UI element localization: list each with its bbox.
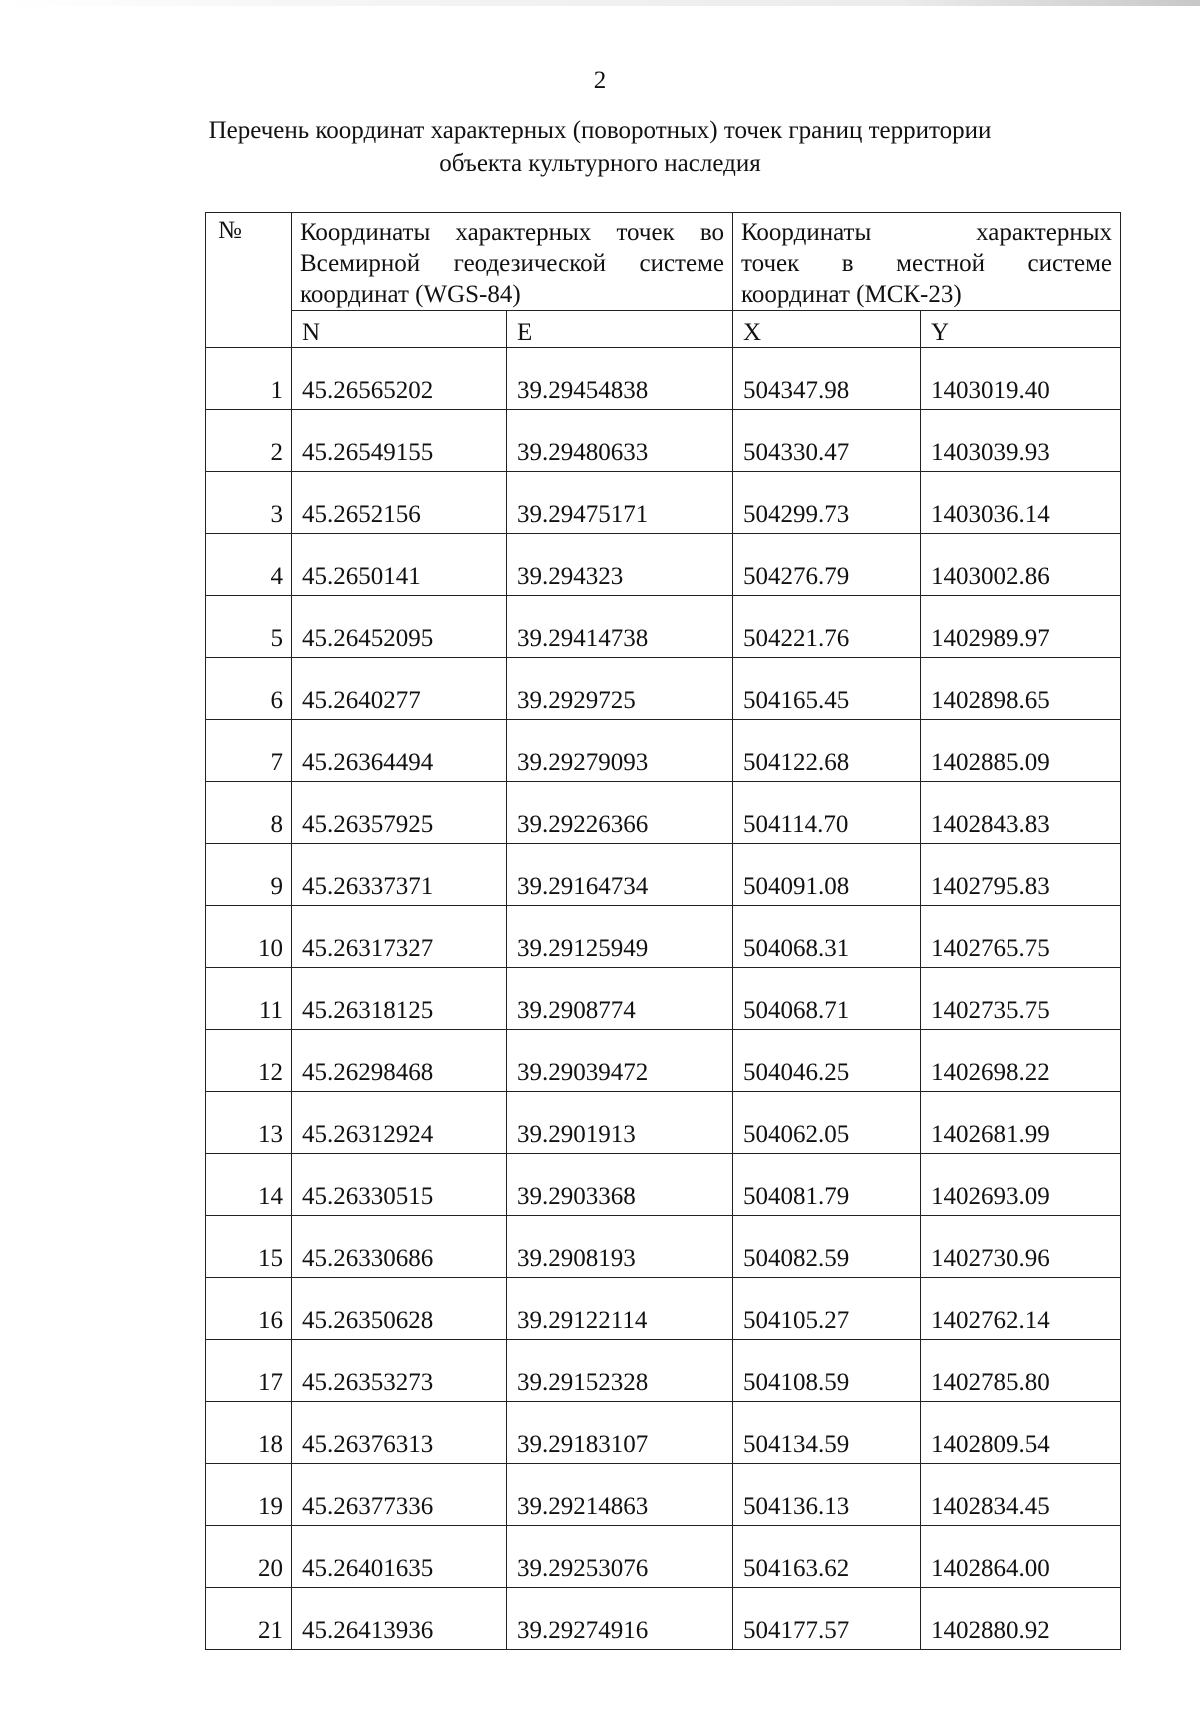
header-wgs84 xyxy=(292,213,733,311)
cell-point-number: 12 xyxy=(206,1030,292,1092)
cell-coordinate-y: 1402693.09 xyxy=(921,1154,1121,1216)
table-row xyxy=(206,410,1121,472)
scan-edge-shadow xyxy=(0,0,1200,6)
header-n: N xyxy=(292,311,507,348)
cell-coordinate-x: 504177.57 xyxy=(733,1588,921,1650)
cell-latitude-n: 45.26330515 xyxy=(292,1154,507,1216)
cell-coordinate-x: 504347.98 xyxy=(733,348,921,410)
cell-latitude-n: 45.26549155 xyxy=(292,410,507,472)
table-header-row xyxy=(206,213,1121,311)
cell-coordinate-x: 504165.45 xyxy=(733,658,921,720)
cell-point-number: 5 xyxy=(206,596,292,658)
cell-coordinate-x: 504276.79 xyxy=(733,534,921,596)
cell-coordinate-y: 1403002.86 xyxy=(921,534,1121,596)
cell-coordinate-x: 504068.31 xyxy=(733,906,921,968)
cell-longitude-e: 39.29125949 xyxy=(507,906,733,968)
cell-longitude-e: 39.29274916 xyxy=(507,1588,733,1650)
cell-coordinate-y: 1402880.92 xyxy=(921,1588,1121,1650)
cell-longitude-e: 39.29164734 xyxy=(507,844,733,906)
cell-coordinate-x: 504081.79 xyxy=(733,1154,921,1216)
table-row xyxy=(206,1216,1121,1278)
cell-point-number: 4 xyxy=(206,534,292,596)
cell-longitude-e: 39.29122114 xyxy=(507,1278,733,1340)
cell-point-number: 17 xyxy=(206,1340,292,1402)
table-row xyxy=(206,1340,1121,1402)
cell-coordinate-y: 1403036.14 xyxy=(921,472,1121,534)
cell-longitude-e: 39.294323 xyxy=(507,534,733,596)
cell-latitude-n: 45.26317327 xyxy=(292,906,507,968)
table-row xyxy=(206,720,1121,782)
cell-coordinate-x: 504114.70 xyxy=(733,782,921,844)
table-row xyxy=(206,1030,1121,1092)
cell-longitude-e: 39.29039472 xyxy=(507,1030,733,1092)
cell-coordinate-y: 1402681.99 xyxy=(921,1092,1121,1154)
table-row xyxy=(206,844,1121,906)
cell-coordinate-y: 1402795.83 xyxy=(921,844,1121,906)
cell-coordinate-y: 1402785.80 xyxy=(921,1340,1121,1402)
table-row xyxy=(206,472,1121,534)
cell-latitude-n: 45.2650141 xyxy=(292,534,507,596)
title-line-2: объекта культурного наследия xyxy=(439,150,761,177)
cell-longitude-e: 39.29475171 xyxy=(507,472,733,534)
cell-coordinate-x: 504163.62 xyxy=(733,1526,921,1588)
cell-longitude-e: 39.29480633 xyxy=(507,410,733,472)
cell-point-number: 21 xyxy=(206,1588,292,1650)
cell-point-number: 11 xyxy=(206,968,292,1030)
cell-latitude-n: 45.26565202 xyxy=(292,348,507,410)
cell-point-number: 18 xyxy=(206,1402,292,1464)
header-wgs84-line-3: координат (WGS-84) xyxy=(300,281,521,308)
cell-latitude-n: 45.26357925 xyxy=(292,782,507,844)
coordinates-table xyxy=(205,212,1121,1650)
cell-coordinate-x: 504062.05 xyxy=(733,1092,921,1154)
table-row xyxy=(206,1588,1121,1650)
cell-point-number: 13 xyxy=(206,1092,292,1154)
cell-longitude-e: 39.29454838 xyxy=(507,348,733,410)
table-row xyxy=(206,1092,1121,1154)
header-x: X xyxy=(733,311,921,348)
header-wgs84-line-2: Всемирной геодезической системе xyxy=(300,250,724,277)
cell-coordinate-x: 504091.08 xyxy=(733,844,921,906)
cell-longitude-e: 39.29152328 xyxy=(507,1340,733,1402)
cell-longitude-e: 39.2903368 xyxy=(507,1154,733,1216)
cell-coordinate-y: 1402885.09 xyxy=(921,720,1121,782)
cell-longitude-e: 39.29414738 xyxy=(507,596,733,658)
cell-coordinate-y: 1402809.54 xyxy=(921,1402,1121,1464)
cell-coordinate-x: 504134.59 xyxy=(733,1402,921,1464)
cell-coordinate-x: 504068.71 xyxy=(733,968,921,1030)
cell-point-number: 14 xyxy=(206,1154,292,1216)
cell-coordinate-x: 504136.13 xyxy=(733,1464,921,1526)
cell-latitude-n: 45.26353273 xyxy=(292,1340,507,1402)
cell-coordinate-x: 504299.73 xyxy=(733,472,921,534)
cell-coordinate-x: 504082.59 xyxy=(733,1216,921,1278)
cell-latitude-n: 45.2640277 xyxy=(292,658,507,720)
document-title xyxy=(150,114,1050,180)
table-row xyxy=(206,1154,1121,1216)
cell-coordinate-y: 1402698.22 xyxy=(921,1030,1121,1092)
cell-coordinate-x: 504330.47 xyxy=(733,410,921,472)
cell-latitude-n: 45.26364494 xyxy=(292,720,507,782)
cell-coordinate-y: 1402730.96 xyxy=(921,1216,1121,1278)
cell-point-number: 8 xyxy=(206,782,292,844)
cell-point-number: 20 xyxy=(206,1526,292,1588)
cell-coordinate-y: 1402765.75 xyxy=(921,906,1121,968)
cell-latitude-n: 45.26330686 xyxy=(292,1216,507,1278)
cell-latitude-n: 45.26401635 xyxy=(292,1526,507,1588)
cell-latitude-n: 45.26350628 xyxy=(292,1278,507,1340)
cell-point-number: 3 xyxy=(206,472,292,534)
table-row xyxy=(206,596,1121,658)
cell-coordinate-y: 1403019.40 xyxy=(921,348,1121,410)
header-msk23-line-3: координат (МСК-23) xyxy=(741,281,962,308)
cell-latitude-n: 45.26376313 xyxy=(292,1402,507,1464)
header-number: № xyxy=(206,213,292,348)
table-row xyxy=(206,1278,1121,1340)
cell-point-number: 9 xyxy=(206,844,292,906)
table-row xyxy=(206,782,1121,844)
table-row xyxy=(206,534,1121,596)
cell-coordinate-y: 1402834.45 xyxy=(921,1464,1121,1526)
cell-coordinate-x: 504108.59 xyxy=(733,1340,921,1402)
table-row xyxy=(206,906,1121,968)
cell-longitude-e: 39.29253076 xyxy=(507,1526,733,1588)
table-row xyxy=(206,658,1121,720)
cell-longitude-e: 39.2908774 xyxy=(507,968,733,1030)
table-row xyxy=(206,968,1121,1030)
cell-longitude-e: 39.2929725 xyxy=(507,658,733,720)
cell-longitude-e: 39.29183107 xyxy=(507,1402,733,1464)
table-row xyxy=(206,1464,1121,1526)
cell-coordinate-x: 504122.68 xyxy=(733,720,921,782)
header-e: E xyxy=(507,311,733,348)
title-line-1: Перечень координат характерных (поворотных) точек границ территории xyxy=(208,117,992,144)
cell-latitude-n: 45.26337371 xyxy=(292,844,507,906)
cell-latitude-n: 45.26298468 xyxy=(292,1030,507,1092)
cell-latitude-n: 45.26377336 xyxy=(292,1464,507,1526)
cell-longitude-e: 39.2908193 xyxy=(507,1216,733,1278)
cell-coordinate-y: 1402989.97 xyxy=(921,596,1121,658)
cell-coordinate-y: 1402843.83 xyxy=(921,782,1121,844)
cell-point-number: 10 xyxy=(206,906,292,968)
cell-coordinate-y: 1402898.65 xyxy=(921,658,1121,720)
table-row xyxy=(206,348,1121,410)
cell-latitude-n: 45.2652156 xyxy=(292,472,507,534)
header-msk23-line-2: точек в местной системе xyxy=(741,250,1113,277)
header-msk23-line-1: Координаты характерных xyxy=(741,219,1113,246)
cell-longitude-e: 39.29214863 xyxy=(507,1464,733,1526)
cell-latitude-n: 45.26312924 xyxy=(292,1092,507,1154)
table-subheader-row xyxy=(206,311,1121,348)
cell-point-number: 7 xyxy=(206,720,292,782)
cell-longitude-e: 39.2901913 xyxy=(507,1092,733,1154)
cell-longitude-e: 39.29279093 xyxy=(507,720,733,782)
page-number: 2 xyxy=(593,67,607,94)
cell-coordinate-y: 1402864.00 xyxy=(921,1526,1121,1588)
cell-point-number: 15 xyxy=(206,1216,292,1278)
cell-coordinate-y: 1402735.75 xyxy=(921,968,1121,1030)
cell-coordinate-y: 1403039.93 xyxy=(921,410,1121,472)
cell-latitude-n: 45.26452095 xyxy=(292,596,507,658)
cell-point-number: 16 xyxy=(206,1278,292,1340)
cell-point-number: 2 xyxy=(206,410,292,472)
cell-longitude-e: 39.29226366 xyxy=(507,782,733,844)
header-y: Y xyxy=(921,311,1121,348)
cell-latitude-n: 45.26318125 xyxy=(292,968,507,1030)
cell-coordinate-x: 504046.25 xyxy=(733,1030,921,1092)
cell-latitude-n: 45.26413936 xyxy=(292,1588,507,1650)
cell-coordinate-y: 1402762.14 xyxy=(921,1278,1121,1340)
cell-point-number: 1 xyxy=(206,348,292,410)
table-row xyxy=(206,1402,1121,1464)
cell-point-number: 6 xyxy=(206,658,292,720)
header-wgs84-line-1: Координаты характерных точек во xyxy=(300,219,724,246)
header-msk23 xyxy=(733,213,1121,311)
cell-coordinate-x: 504221.76 xyxy=(733,596,921,658)
cell-point-number: 19 xyxy=(206,1464,292,1526)
table-row xyxy=(206,1526,1121,1588)
cell-coordinate-x: 504105.27 xyxy=(733,1278,921,1340)
